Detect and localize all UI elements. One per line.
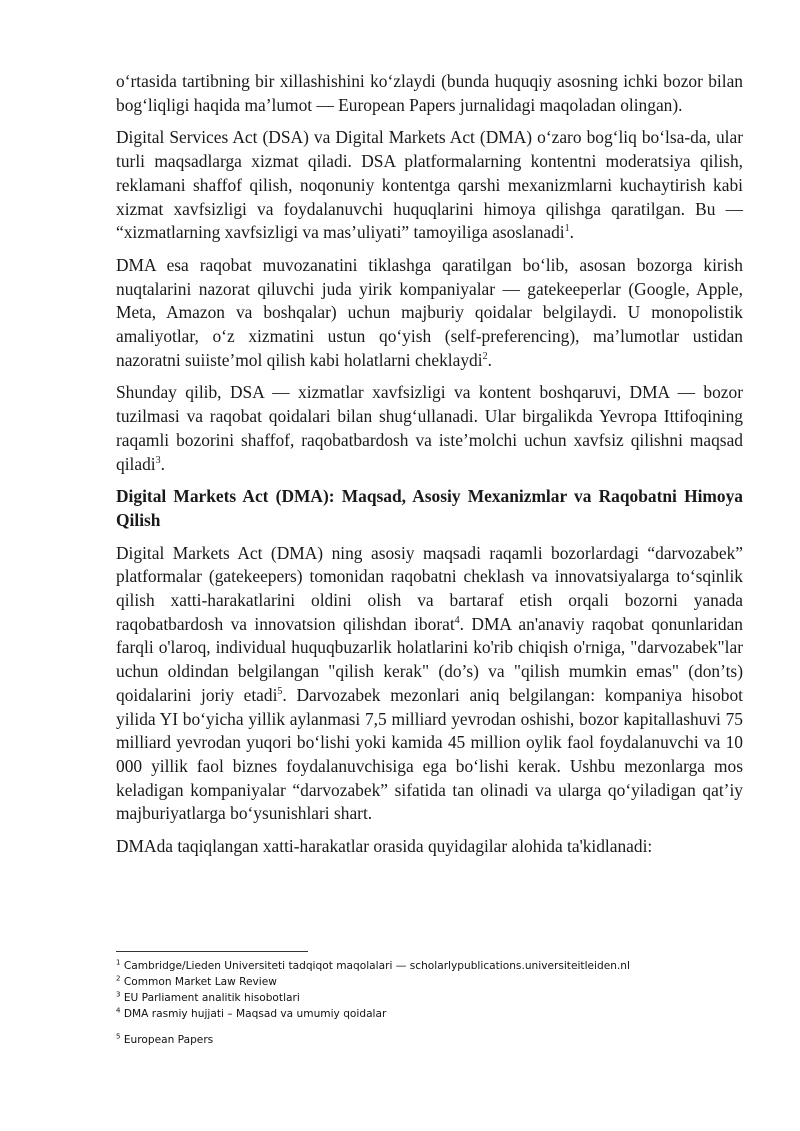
paragraph-5-text-a: Digital Markets Act (DMA) ning asosiy maqsadi raqamli bozorlardagi “darvozabek” platformalar (gatekeepers) tomonidan raqobatni cheklash va innovatsiyalarga to‘sqinlik qilish xatti-harakatlarini oldini olish va bartaraf etish orqali bozorni yanada raqobatbardosh va innovatsion qilishdan iborat (116, 542, 743, 634)
paragraph-4 (116, 381, 743, 476)
footnote-text: European Papers (123, 1034, 214, 1046)
paragraph-4-end: . (160, 453, 165, 474)
paragraph-4-text: Shunday qilib, DSA — xizmatlar xavfsizligi va kontent boshqaruvi, DMA — bozor tuzilmasi va raqobat qoidalari bilan shug‘ullanadi. Ular birgalikda Yevropa Ittifoqining raqamli bozorini shaffof, raqobatbardosh va iste’molchi uchun xavfsiz qilishni maqsad qiladi (116, 382, 743, 474)
paragraph-2-end: . (569, 222, 575, 243)
paragraph-5 (116, 542, 743, 826)
footnote-separator (116, 951, 308, 952)
section-heading: Digital Markets Act (DMA): Maqsad, Asosiy Mexanizmlar va Raqobatni Himoya Qilish (116, 486, 743, 530)
footnote-number: 3 (116, 990, 121, 999)
paragraph-5-text-c: . Darvozabek mezonlari aniq belgilangan: kompaniya hisobot yilida YI bo‘yicha yillik aylanmasi 7,5 milliard yevrodan oshishi, bozor kapitallashuvi 75 milliard yevrodan yuqori bo‘lishi yoki kamida 45 million oylik faol foydalanuvchi va 10 000 yillik faol biznes foydalanuvchisiga ega bo‘lishi kerak. Ushbu mezonlarga mos keladigan kompaniyalar “darvozabek” sifatida tan olinadi va ularga qo‘yiladigan qat’iy majburiyatlarga bo‘ysunishlari shart. (116, 684, 743, 824)
footnote-ref-5[interactable]: 5 (277, 686, 283, 698)
footnote-5 (116, 1032, 743, 1048)
footnote-1 (116, 958, 743, 974)
document-body (116, 70, 743, 868)
footnote-number: 1 (116, 958, 121, 967)
footnote-ref-3[interactable]: 3 (155, 454, 161, 466)
paragraph-3-text: DMA esa raqobat muvozanatini tiklashga qaratilgan bo‘lib, asosan bozorga kirish nuqtalarini nazorat qiluvchi juda yirik kompaniyalar — gatekeeperlar (Google, Apple, Meta, Amazon va boshqalar) uchun majburiy qoidalar belgilaydi. U monopolistik amaliyotlar, o‘z xizmatini ustun qo‘yish (self-preferencing), ma’lumotlar ustidan nazoratni suiiste’mol qilish kabi holatlarni cheklaydi (116, 254, 743, 370)
paragraph-3 (116, 254, 743, 373)
footnotes (116, 958, 743, 1048)
paragraph-6-text: DMAda taqiqlangan xatti-harakatlar orasida quyidagilar alohida ta'kidlanadi: (116, 836, 653, 857)
footnote-text: Common Market Law Review (123, 976, 277, 988)
paragraph-1-text: o‘rtasida tartibning bir xillashishini ko‘zlaydi (bunda huquqiy asosning ichki bozor bilan bog‘liqligi haqida ma’lumot — European Papers jurnalidagi maqoladan olingan). (116, 71, 743, 115)
paragraph-2-text: Digital Services Act (DSA) va Digital Markets Act (DMA) o‘zaro bog‘liq bo‘lsa-da, ular turli maqsadlarga xizmat qiladi. DSA platformalarning kontentni moderatsiya qilish, reklamani shaffof qilish, noqonuniy kontentga qarshi mexanizmlarni kuchaytirish kabi xizmat xavfsizligi va foydalanuvchi huquqlarini himoya qilishga qaratilgan. Bu — “xizmatlarning xavfsizligi va mas’uliyati” tamoyiliga asoslanadi (116, 127, 743, 243)
footnote-ref-1[interactable]: 1 (564, 223, 570, 235)
paragraph-1 (116, 70, 743, 117)
footnote-number: 4 (116, 1006, 121, 1015)
paragraph-2 (116, 126, 743, 245)
footnote-text: EU Parliament analitik hisobotlari (123, 992, 300, 1004)
footnote-ref-2[interactable]: 2 (482, 350, 488, 362)
footnote-number: 2 (116, 974, 121, 983)
footnote-number: 5 (116, 1032, 121, 1041)
footnote-text: Cambridge/Lieden Universiteti tadqiqot maqolalari — scholarlypublications.universiteitleiden.nl (123, 960, 630, 972)
footnote-2 (116, 974, 743, 990)
footnote-text: DMA rasmiy hujjati – Maqsad va umumiy qoidalar (123, 1008, 387, 1020)
footnote-ref-4[interactable]: 4 (454, 614, 460, 626)
paragraph-5-text-b: . DMA an'anaviy raqobat qonunlaridan farqli o'laroq, individual huquqbuzarlik holatlarini ko'rib chiqish o'rniga, "darvozabek"lar uchun oldindan belgilangan "qilish kerak" (do’s) va "qilish mumkin emas" (don’ts) qoidalarini joriy etadi (116, 613, 743, 705)
paragraph-3-end: . (487, 349, 492, 370)
paragraph-6 (116, 835, 743, 859)
footnote-4 (116, 1006, 743, 1022)
footnote-3 (116, 990, 743, 1006)
